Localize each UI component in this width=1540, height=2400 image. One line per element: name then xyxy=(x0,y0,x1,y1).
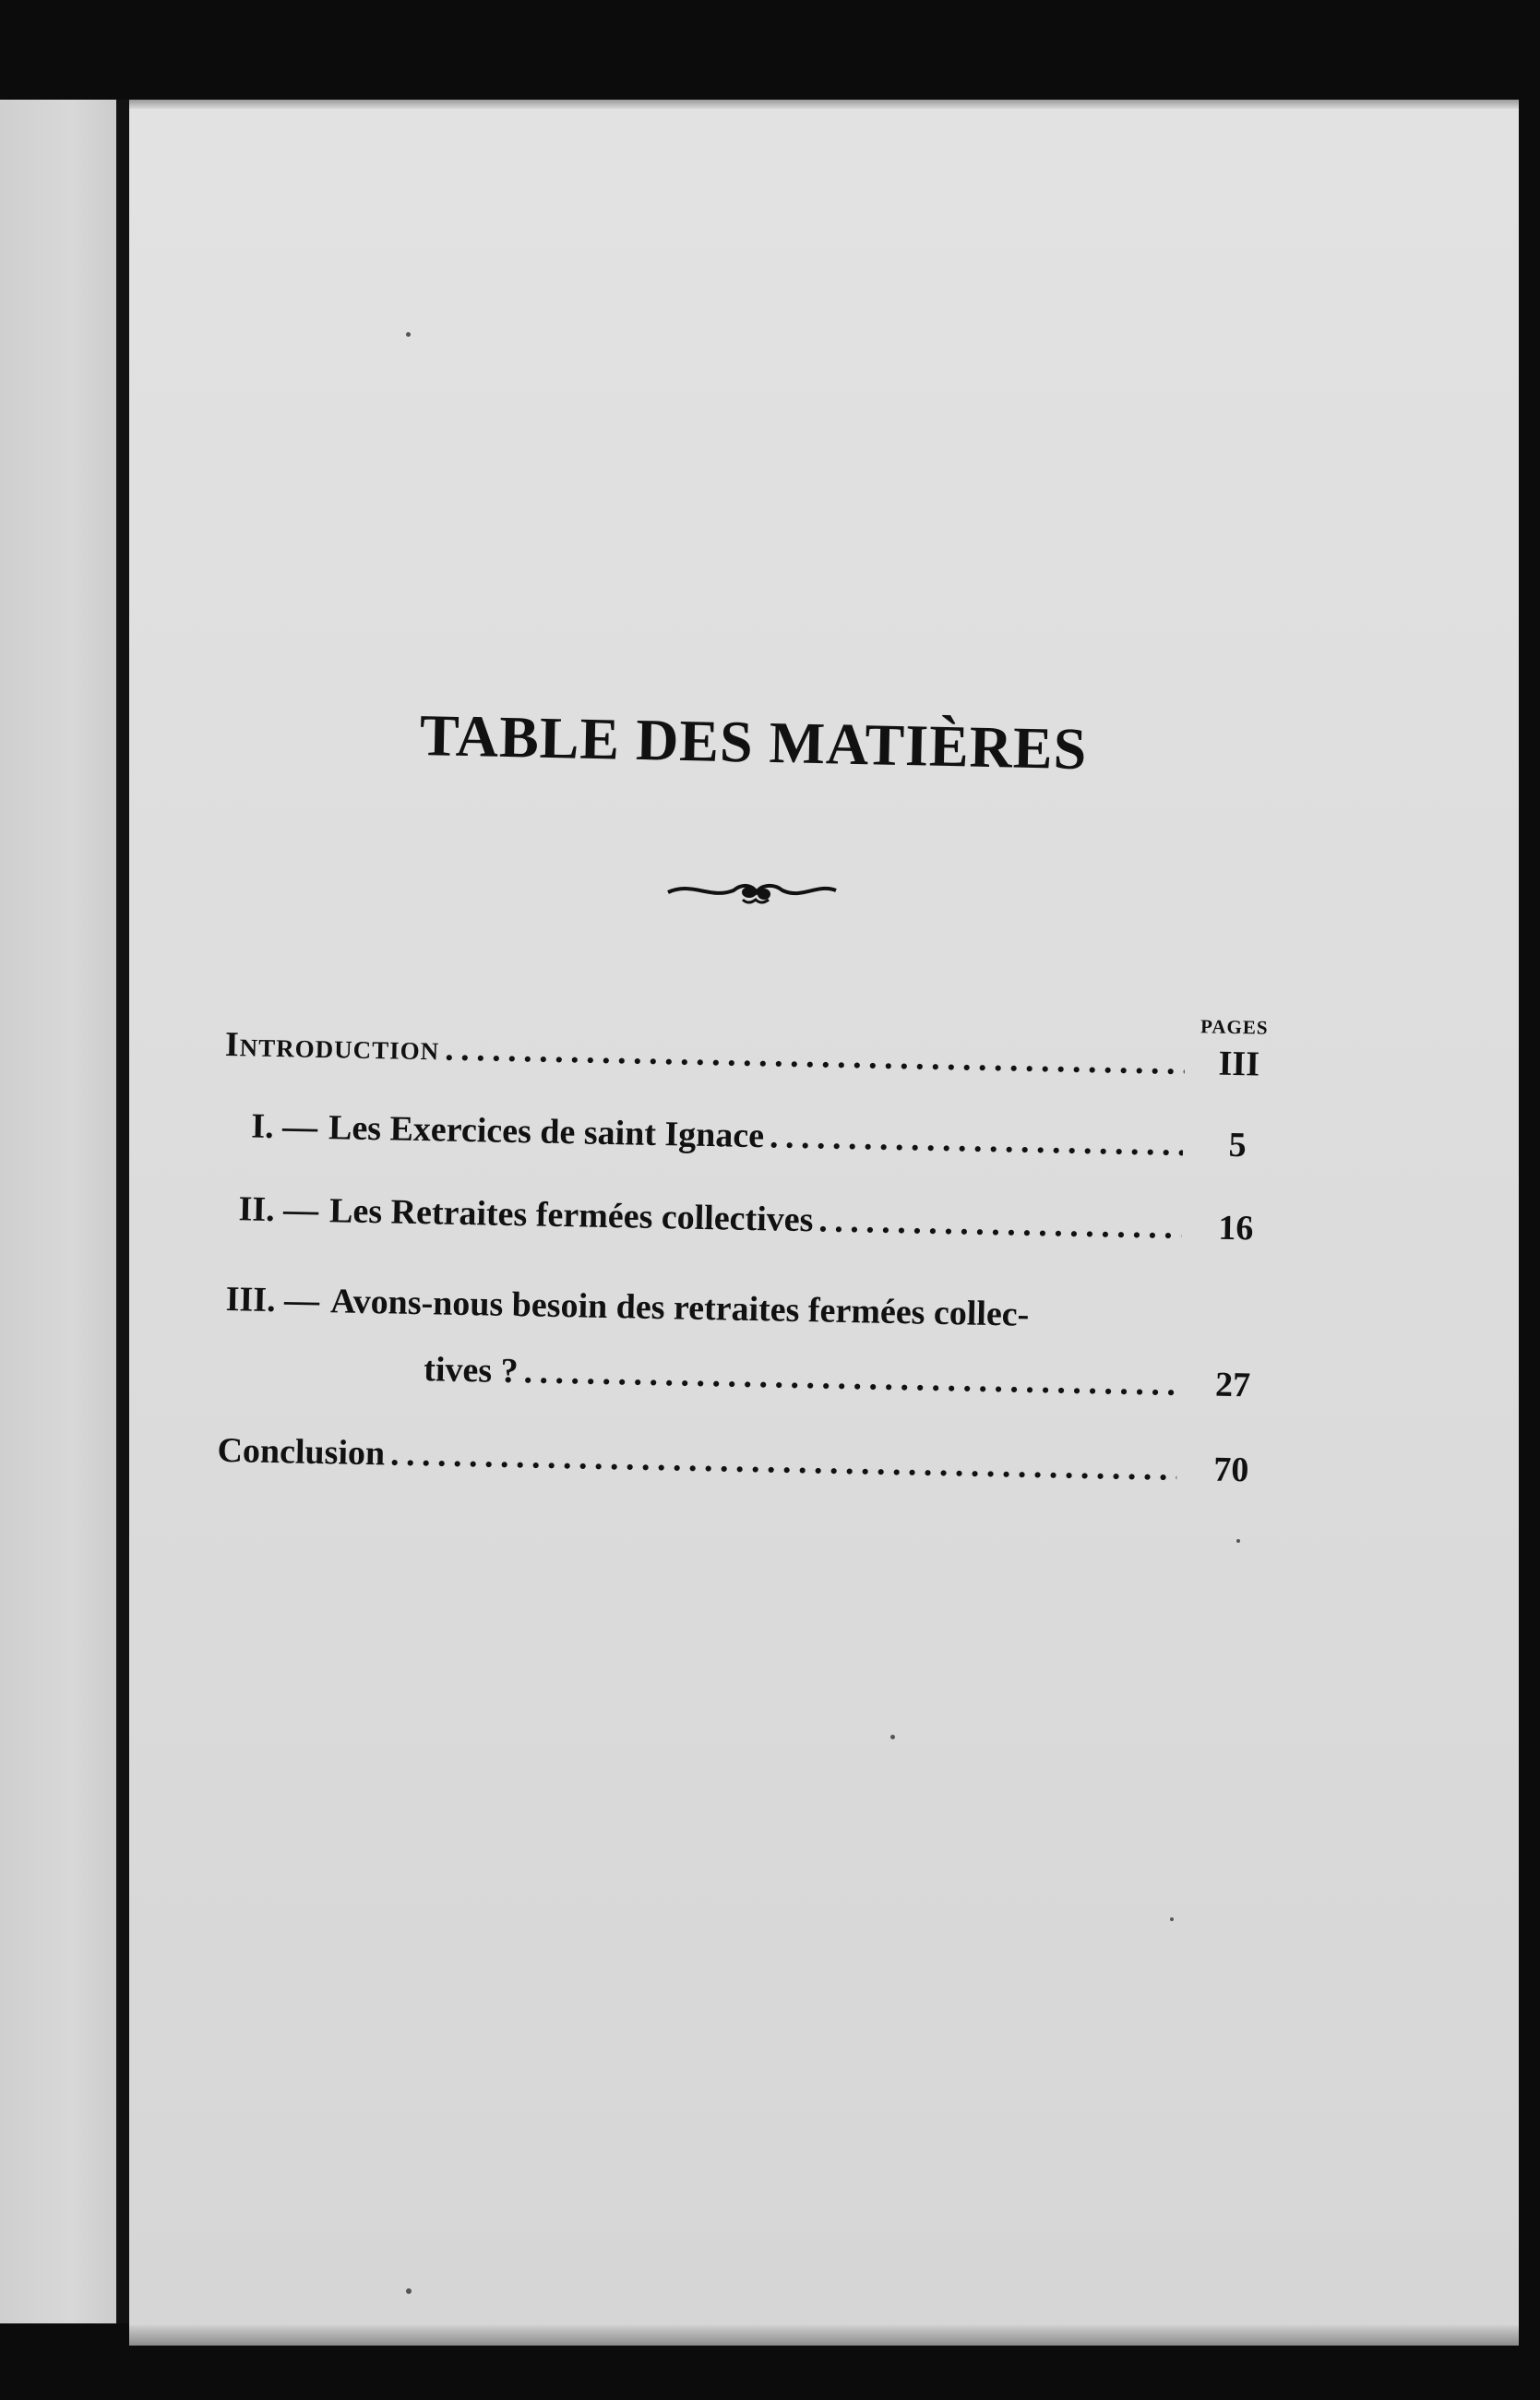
toc-entry-page: III xyxy=(1218,1044,1260,1084)
dust-speck xyxy=(890,1735,895,1739)
pages-column-header: PAGES xyxy=(1200,1015,1269,1039)
toc-entry-page: 16 xyxy=(1217,1208,1254,1248)
toc-entry-page: 5 xyxy=(1228,1125,1248,1165)
chapter-number: III. — xyxy=(225,1280,320,1320)
toc-entry-label-continuation: tives ? xyxy=(423,1350,519,1391)
dust-speck xyxy=(1236,1539,1240,1543)
toc-entry-page: 70 xyxy=(1212,1450,1249,1490)
facing-page-edge xyxy=(0,100,118,2323)
toc-entry-label: Introduction xyxy=(224,1024,440,1069)
dot-leader xyxy=(770,1116,1184,1165)
toc-entry-label: Les Retraites fermées collectives xyxy=(328,1191,814,1240)
page-bottom-edge xyxy=(129,2325,1519,2346)
ornament-flourish-icon xyxy=(664,872,840,909)
dust-speck xyxy=(406,332,411,337)
toc-entry-label: Les Exercices de saint Ignace xyxy=(328,1108,765,1156)
page-title: TABLE DES MATIÈRES xyxy=(419,702,1088,782)
chapter-number: I. — xyxy=(250,1106,318,1147)
dust-speck xyxy=(1170,1917,1174,1921)
toc-entry-label: Conclusion xyxy=(217,1430,386,1474)
toc-entry-label: Avons-nous besoin des retraites fermées collec- xyxy=(329,1282,1030,1334)
gutter-line xyxy=(116,100,129,2323)
toc-entry-page: 27 xyxy=(1214,1365,1251,1405)
dot-leader xyxy=(818,1200,1182,1248)
page-top-edge xyxy=(129,100,1519,109)
dust-speck xyxy=(406,2288,412,2294)
chapter-number: II. — xyxy=(238,1189,319,1230)
